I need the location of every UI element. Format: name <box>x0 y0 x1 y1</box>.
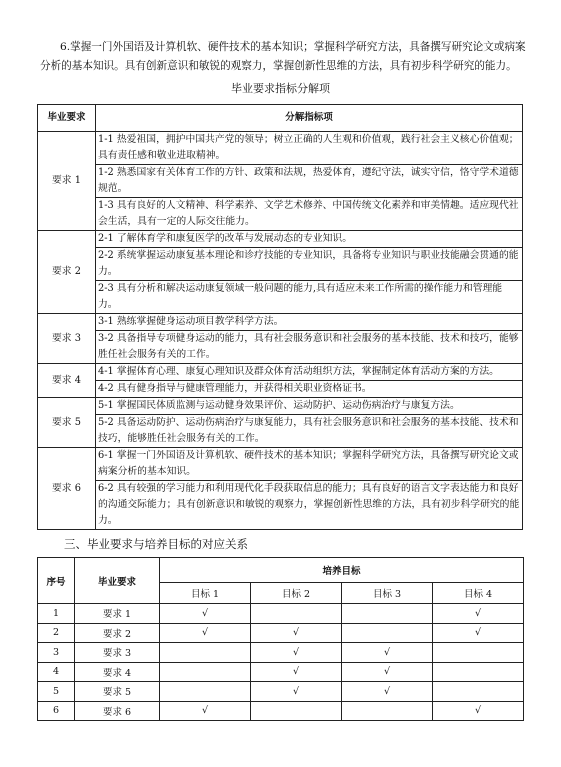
table2-row <box>38 604 524 624</box>
indicator-item: 1-2 熟悉国家有关体育工作的方针、政策和法规，热爱体育，遵纪守法，诚实守信，恪守学术道德规范。 <box>96 165 522 198</box>
indicator-item: 3-1 熟练掌握健身运动项目教学科学方法。 <box>96 314 522 331</box>
check-mark: √ <box>251 643 342 663</box>
row-number: 3 <box>38 643 75 663</box>
indicator-cell <box>96 364 523 398</box>
check-mark: √ <box>433 701 524 721</box>
row-requirement: 要求 3 <box>75 643 160 663</box>
check-mark <box>342 604 433 624</box>
table2-row <box>38 701 524 721</box>
check-mark: √ <box>251 662 342 682</box>
row-number: 2 <box>38 623 75 643</box>
table1-title: 毕业要求指标分解项 <box>231 82 330 95</box>
check-mark: √ <box>433 623 524 643</box>
row-requirement: 要求 1 <box>75 604 160 624</box>
intro-paragraph: 6.掌握一门外国语及计算机软、硬件技术的基本知识；掌握科学研究方法，具备撰写研究论文或病案分析的基本知识。具有创新意识和敏锐的观察力，掌握创新性思维的方法，具有初步科学研究的能力。 <box>40 41 526 72</box>
check-mark <box>160 662 251 682</box>
check-mark: √ <box>342 643 433 663</box>
section-title: 三、毕业要求与培养目标的对应关系 <box>64 537 248 551</box>
row-number: 5 <box>38 682 75 702</box>
indicator-item: 2-1 了解体育学和康复医学的改革与发展动态的专业知识。 <box>96 231 522 248</box>
table2-row <box>38 662 524 682</box>
indicator-cell <box>96 314 523 364</box>
table1-row <box>38 231 523 314</box>
row-number: 6 <box>38 701 75 721</box>
check-mark <box>342 701 433 721</box>
indicator-cell <box>96 231 523 314</box>
indicator-item: 6-1 掌握一门外国语及计算机软、硬件技术的基本知识；掌握科学研究方法，具备撰写研究论文或病案分析的基本知识。 <box>96 448 522 481</box>
row-requirement: 要求 2 <box>75 623 160 643</box>
requirement-label: 要求 4 <box>38 364 96 398</box>
indicator-cell <box>96 448 523 530</box>
check-mark: √ <box>160 701 251 721</box>
check-mark: √ <box>160 604 251 624</box>
table2-header-goals: 培养目标 <box>160 558 524 583</box>
row-number: 4 <box>38 662 75 682</box>
table1-header-row <box>38 105 523 132</box>
indicator-item: 1-1 热爱祖国，拥护中国共产党的领导；树立正确的人生观和价值观，践行社会主义核心价值观；具有责任感和敬业进取精神。 <box>96 132 522 165</box>
check-mark <box>251 604 342 624</box>
table2-row <box>38 682 524 702</box>
check-mark: √ <box>160 623 251 643</box>
indicator-item: 4-1 掌握体育心理、康复心理知识及群众体育活动组织方法，掌握制定体育活动方案的方法。 <box>96 364 522 381</box>
indicator-item: 3-2 具备指导专项健身运动的能力，具有社会服务意识和社会服务的基本技能、技术和技巧，能够胜任社会服务有关的工作。 <box>98 333 519 360</box>
row-requirement: 要求 4 <box>75 662 160 682</box>
table2-header-requirement: 毕业要求 <box>75 558 160 604</box>
check-mark <box>251 701 342 721</box>
requirements-indicator-table <box>37 104 523 530</box>
row-requirement: 要求 5 <box>75 682 160 702</box>
table1-row <box>38 132 523 231</box>
goal-header: 目标 4 <box>433 583 524 604</box>
check-mark: √ <box>251 623 342 643</box>
check-mark <box>160 643 251 663</box>
check-mark <box>342 623 433 643</box>
table1-row <box>38 398 523 448</box>
check-mark <box>433 643 524 663</box>
indicator-item: 5-2 具备运动防护、运动伤病治疗与康复能力，具有社会服务意识和社会服务的基本技能、技术和技巧，能够胜任社会服务有关的工作。 <box>98 417 519 444</box>
table2-header-no: 序号 <box>38 558 75 604</box>
check-mark: √ <box>342 682 433 702</box>
requirement-label: 要求 6 <box>38 448 96 530</box>
row-number: 1 <box>38 604 75 624</box>
requirement-label: 要求 1 <box>38 132 96 231</box>
indicator-item: 6-2 具有较强的学习能力和利用现代化手段获取信息的能力；具有良好的语言文字表达能力和良好的沟通交际能力；具有创新意识和敏锐的观察力，掌握创新性思维的方法，具有初步科学研究的能力。 <box>98 483 520 526</box>
table2-row <box>38 643 524 663</box>
requirements-goals-table <box>37 557 524 721</box>
requirement-label: 要求 5 <box>38 398 96 448</box>
check-mark: √ <box>342 662 433 682</box>
indicator-item: 4-2 具有健身指导与健康管理能力，并获得相关职业资格证书。 <box>98 383 372 394</box>
indicator-item: 1-3 具有良好的人文精神、科学素养、文学艺术修养、中国传统文化素养和审美情趣。适应现代社会生活，具有一定的人际交往能力。 <box>98 200 519 227</box>
check-mark <box>433 682 524 702</box>
goal-header: 目标 3 <box>342 583 433 604</box>
table1-row <box>38 314 523 364</box>
check-mark: √ <box>251 682 342 702</box>
table1-header-requirement: 毕业要求 <box>38 105 96 132</box>
table2-header-row <box>38 558 524 583</box>
indicator-cell <box>96 398 523 448</box>
requirement-label: 要求 2 <box>38 231 96 314</box>
indicator-item: 5-1 掌握国民体质监测与运动健身效果评价、运动防护、运动伤病治疗与康复方法。 <box>96 398 522 415</box>
row-requirement: 要求 6 <box>75 701 160 721</box>
check-mark: √ <box>433 604 524 624</box>
indicator-item: 2-3 具有分析和解决运动康复领域一般问题的能力,具有适应未来工作所需的操作能力和管理能力。 <box>98 283 503 310</box>
indicator-item: 2-2 系统掌握运动康复基本理论和诊疗技能的专业知识，具备将专业知识与职业技能融会贯通的能力。 <box>96 248 522 281</box>
table1-row <box>38 448 523 530</box>
indicator-cell <box>96 132 523 231</box>
table1-header-indicators: 分解指标项 <box>96 105 523 132</box>
check-mark <box>160 682 251 702</box>
goal-header: 目标 2 <box>251 583 342 604</box>
requirement-label: 要求 3 <box>38 314 96 364</box>
check-mark <box>433 662 524 682</box>
table2-row <box>38 623 524 643</box>
table1-row <box>38 364 523 398</box>
goal-header: 目标 1 <box>160 583 251 604</box>
